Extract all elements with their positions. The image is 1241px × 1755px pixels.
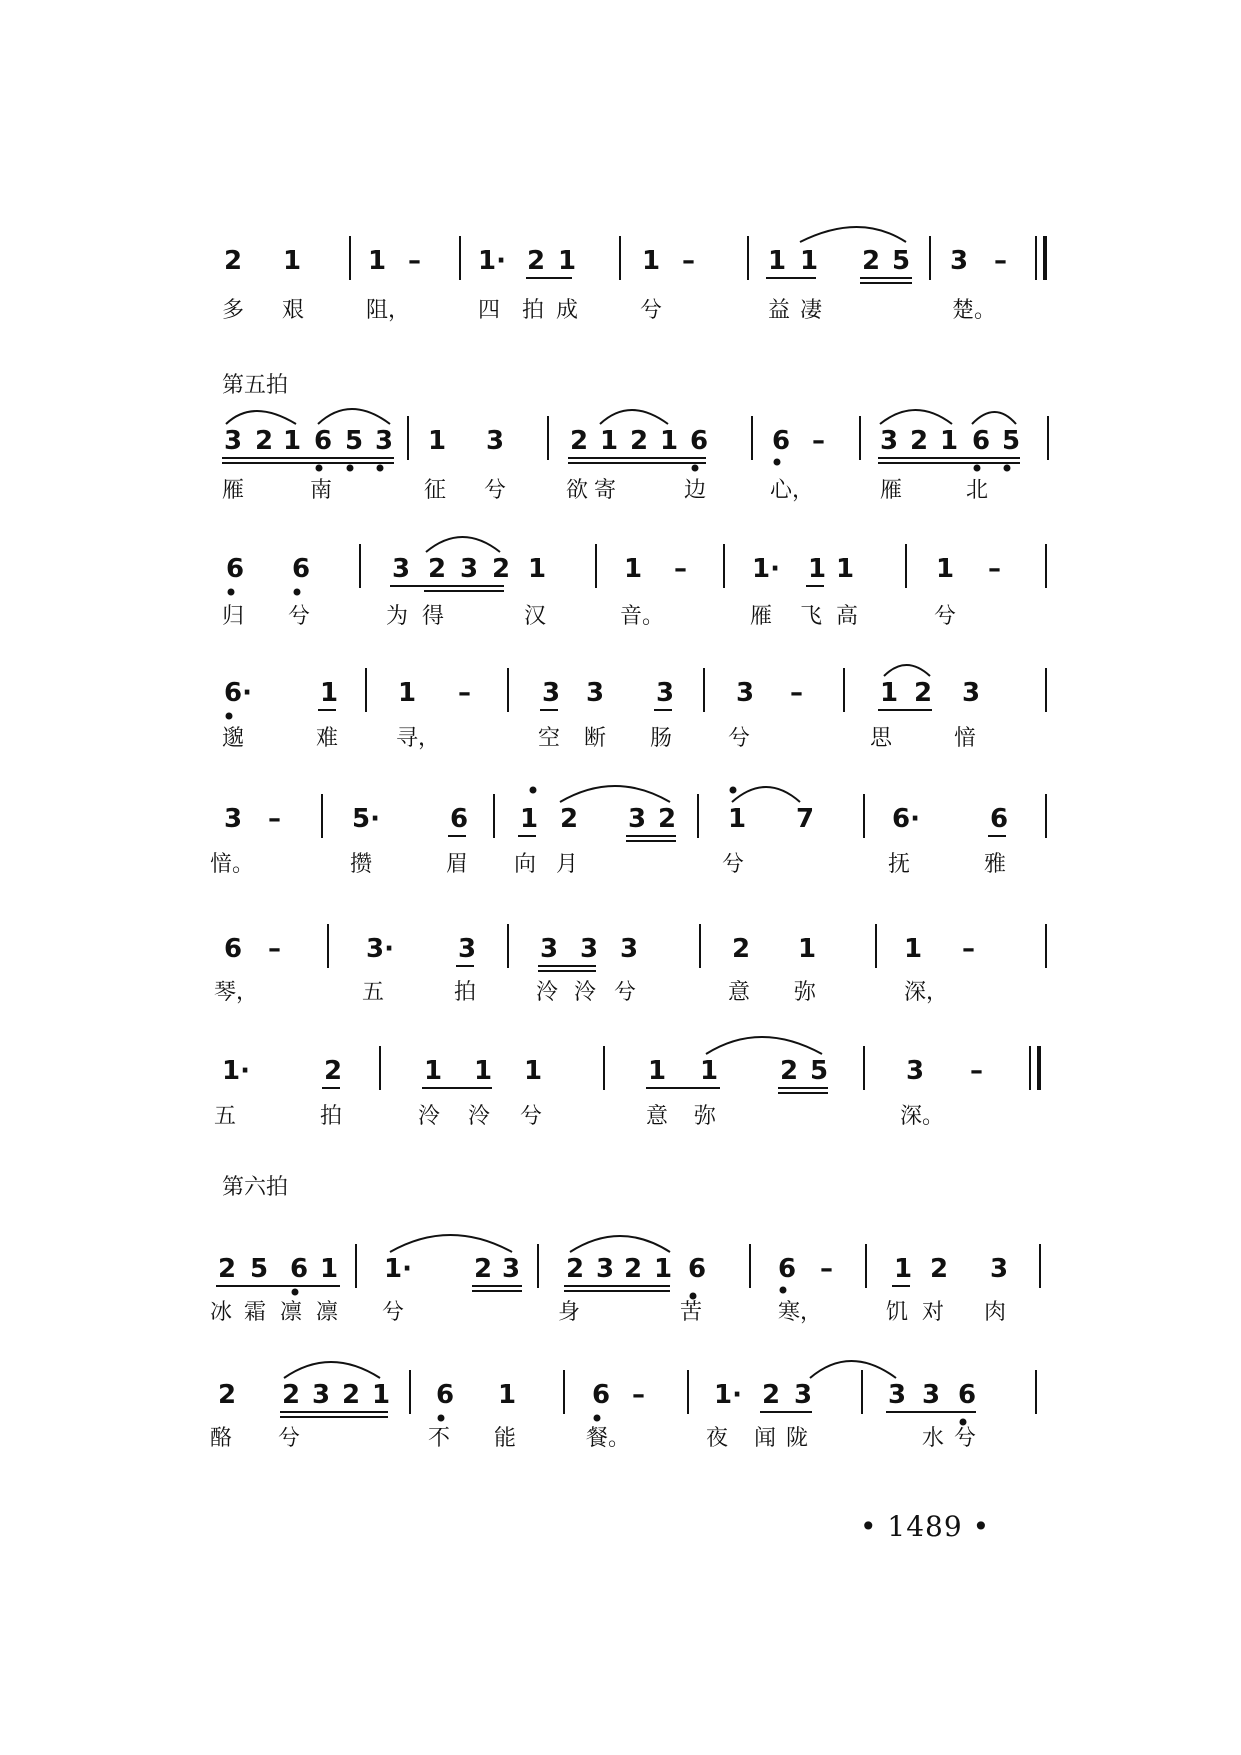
lyric: 为 [386, 604, 409, 629]
lyric: 四 [478, 298, 501, 323]
note: 3 [312, 1380, 331, 1410]
lyric: 难 [316, 726, 339, 751]
lyric: 泠 [468, 1104, 491, 1129]
lyric: 兮 [288, 604, 311, 629]
note: 3 [620, 934, 639, 964]
note: 2 [910, 426, 929, 456]
note: – [408, 246, 421, 276]
slur [570, 1236, 670, 1252]
note: 2 [780, 1056, 799, 1086]
note: 2 [570, 426, 589, 456]
dot-below [775, 460, 780, 465]
slur [972, 412, 1016, 424]
note: 5 [892, 246, 911, 276]
note: 3 [736, 678, 755, 708]
lyric: 楚。 [952, 298, 997, 323]
note: 1 [904, 934, 923, 964]
note: 3· [366, 934, 394, 964]
note: 1 [936, 554, 955, 584]
lyric: 苦 [680, 1300, 703, 1325]
note: – [632, 1380, 645, 1410]
note: 3 [586, 678, 605, 708]
system-markings [0, 798, 1241, 908]
lyric: 餐。 [586, 1426, 631, 1451]
note: 6 [990, 804, 1009, 834]
page-number: • 1489 • [860, 1510, 991, 1543]
note: 1 [728, 804, 747, 834]
note: 2 [224, 246, 243, 276]
note: 1· [384, 1254, 412, 1284]
dot-below [378, 466, 383, 471]
note: 6 [972, 426, 991, 456]
note: 1 [524, 1056, 543, 1086]
lyric: 雅 [984, 852, 1007, 877]
dot-above [731, 788, 736, 793]
lyric: 成 [556, 298, 579, 323]
lyric: 凛 [280, 1300, 303, 1325]
dot-below [595, 1416, 600, 1421]
dot-below [975, 466, 980, 471]
note: 1· [222, 1056, 250, 1086]
score-system-1 [0, 240, 1241, 390]
note: 1 [283, 246, 302, 276]
lyric: 征 [424, 478, 447, 503]
lyric: 拍 [320, 1104, 343, 1129]
note: 5 [345, 426, 364, 456]
note: 5 [1002, 426, 1021, 456]
lyric: 夜 [706, 1426, 729, 1451]
lyric: 对 [922, 1300, 945, 1325]
score-system-7 [0, 1050, 1241, 1200]
note: – [790, 678, 803, 708]
note: 3 [502, 1254, 521, 1284]
note: 6· [892, 804, 920, 834]
slur [600, 410, 668, 424]
lyric: 陇 [786, 1426, 809, 1451]
note: – [268, 804, 281, 834]
lyric: 南 [310, 478, 333, 503]
dot-below [317, 466, 322, 471]
lyric: 兮 [520, 1104, 543, 1129]
note: 1· [752, 554, 780, 584]
lyric: 益 [768, 298, 791, 323]
note: – [820, 1254, 833, 1284]
lyric: 霜 [244, 1300, 267, 1325]
lyric: 兮 [382, 1300, 405, 1325]
note: 6 [592, 1380, 611, 1410]
note: 1 [648, 1056, 667, 1086]
lyric: 得 [422, 604, 445, 629]
note: 3 [628, 804, 647, 834]
note: 6 [292, 554, 311, 584]
note: 3 [375, 426, 394, 456]
note: 1 [558, 246, 577, 276]
lyric: 汉 [524, 604, 547, 629]
note: 1· [714, 1380, 742, 1410]
lyric: 寄 [594, 478, 617, 503]
dot-below [693, 466, 698, 471]
note: 3 [224, 804, 243, 834]
lyric: 意 [646, 1104, 669, 1129]
lyric: 音。 [620, 604, 665, 629]
note: 2 [282, 1380, 301, 1410]
lyric: 兮 [484, 478, 507, 503]
lyric: 拍 [522, 298, 545, 323]
note: 3 [540, 934, 559, 964]
note: 1 [474, 1056, 493, 1086]
lyric: 雁 [750, 604, 773, 629]
note: 3 [794, 1380, 813, 1410]
lyric: 拍 [454, 980, 477, 1005]
dot-above [531, 788, 536, 793]
note: 6 [226, 554, 245, 584]
note: 5 [810, 1056, 829, 1086]
note: 2 [527, 246, 546, 276]
lyric: 兮 [278, 1426, 301, 1451]
lyric: 兮 [934, 604, 957, 629]
note: 7 [796, 804, 815, 834]
lyric: 欲 [566, 478, 589, 503]
note: 1 [798, 934, 817, 964]
note: 1 [836, 554, 855, 584]
note: 6 [772, 426, 791, 456]
note: 3 [580, 934, 599, 964]
note: 1 [283, 426, 302, 456]
slur [800, 227, 906, 242]
note: 6 [290, 1254, 309, 1284]
note: 3 [392, 554, 411, 584]
lyric: 弥 [694, 1104, 717, 1129]
note: 1 [654, 1254, 673, 1284]
dot-below [229, 590, 234, 595]
system-markings [0, 1374, 1241, 1484]
note: 3 [888, 1380, 907, 1410]
lyric: 五 [362, 980, 385, 1005]
note: 6 [436, 1380, 455, 1410]
lyric: 身 [558, 1300, 581, 1325]
section-heading-sixth: 第六拍 [222, 1175, 289, 1200]
lyric: 兮 [722, 852, 745, 877]
note: 2 [324, 1056, 343, 1086]
system-markings [0, 1248, 1241, 1358]
lyric: 泠 [418, 1104, 441, 1129]
lyric: 眉 [446, 852, 469, 877]
note: 5· [352, 804, 380, 834]
lyric: 深。 [900, 1104, 945, 1129]
lyric: 断 [584, 726, 607, 751]
lyric: 雁 [880, 478, 903, 503]
note: – [674, 554, 687, 584]
note: – [970, 1056, 983, 1086]
note: 3 [880, 426, 899, 456]
lyric: 水 [922, 1426, 945, 1451]
slur [226, 411, 296, 424]
note: – [458, 678, 471, 708]
note: 2 [630, 426, 649, 456]
note: 3 [906, 1056, 925, 1086]
note: 6 [450, 804, 469, 834]
note: 6 [688, 1254, 707, 1284]
note: 1 [768, 246, 787, 276]
lyric: 阻， [366, 298, 411, 323]
note: 3 [950, 246, 969, 276]
lyric: 高 [836, 604, 859, 629]
note: 2 [914, 678, 933, 708]
note: 1· [478, 246, 506, 276]
lyric: 泠 [574, 980, 597, 1005]
lyric: 泠 [536, 980, 559, 1005]
note: 1 [894, 1254, 913, 1284]
note: 6 [958, 1380, 977, 1410]
lyric: 兮 [954, 1426, 977, 1451]
dot-below [1005, 466, 1010, 471]
note: 2 [342, 1380, 361, 1410]
lyric: 思 [870, 726, 893, 751]
note: 2 [862, 246, 881, 276]
lyric: 空 [538, 726, 561, 751]
lyric: 雁 [222, 478, 245, 503]
note: 1 [660, 426, 679, 456]
lyric: 北 [966, 478, 989, 503]
note: 6 [690, 426, 709, 456]
note: 2 [474, 1254, 493, 1284]
lyric: 弥 [794, 980, 817, 1005]
note: 3 [990, 1254, 1009, 1284]
note: 1 [880, 678, 899, 708]
lyric: 寻， [396, 726, 441, 751]
lyric: 肉 [984, 1300, 1007, 1325]
lyric: 心， [770, 478, 815, 503]
note: 2 [218, 1380, 237, 1410]
note: 6 [224, 934, 243, 964]
slur [390, 1235, 512, 1252]
note: 1 [940, 426, 959, 456]
dot-below [348, 466, 353, 471]
note: 2 [566, 1254, 585, 1284]
lyric: 愔。 [210, 852, 255, 877]
note: 1 [520, 804, 539, 834]
note: 2 [624, 1254, 643, 1284]
note: 5 [250, 1254, 269, 1284]
note: 6 [778, 1254, 797, 1284]
score-system-5 [0, 798, 1241, 948]
note: 2 [930, 1254, 949, 1284]
note: 1 [624, 554, 643, 584]
lyric: 飞 [800, 604, 823, 629]
note: 3 [656, 678, 675, 708]
note: 1 [642, 246, 661, 276]
note: 1 [528, 554, 547, 584]
note: – [812, 426, 825, 456]
lyric: 月 [556, 852, 579, 877]
note: 2 [732, 934, 751, 964]
dot-below [293, 1290, 298, 1295]
lyric: 不 [428, 1426, 451, 1451]
note: 1 [320, 678, 339, 708]
lyric: 抚 [888, 852, 911, 877]
note: 1 [398, 678, 417, 708]
note: – [682, 246, 695, 276]
note: 2 [762, 1380, 781, 1410]
lyric: 归 [222, 604, 245, 629]
lyric: 向 [514, 852, 537, 877]
system-markings [0, 672, 1241, 782]
note: – [268, 934, 281, 964]
note: 3 [460, 554, 479, 584]
dot-below [691, 1294, 696, 1299]
lyric: 愔 [954, 726, 977, 751]
lyric: 邈 [222, 726, 245, 751]
lyric: 兮 [640, 298, 663, 323]
system-markings [0, 240, 1241, 350]
lyric: 琴， [214, 980, 259, 1005]
note: 2 [428, 554, 447, 584]
note: 2 [255, 426, 274, 456]
note: – [962, 934, 975, 964]
note: 1 [372, 1380, 391, 1410]
system-markings [0, 1050, 1241, 1160]
note: 3 [486, 426, 505, 456]
slur [318, 409, 390, 424]
lyric: 凛 [316, 1300, 339, 1325]
lyric: 五 [214, 1104, 237, 1129]
lyric: 攒 [350, 852, 373, 877]
note: 2 [560, 804, 579, 834]
lyric: 冰 [210, 1300, 233, 1325]
dot-below [227, 714, 232, 719]
note: 3 [458, 934, 477, 964]
lyric: 边 [684, 478, 707, 503]
lyric: 艰 [282, 298, 305, 323]
note: 1 [428, 426, 447, 456]
system-markings [0, 420, 1241, 530]
note: 1 [808, 554, 827, 584]
lyric: 兮 [614, 980, 637, 1005]
note: 1 [700, 1056, 719, 1086]
lyric: 肠 [650, 726, 673, 751]
note: 3 [922, 1380, 941, 1410]
system-markings [0, 548, 1241, 658]
note: 1 [800, 246, 819, 276]
note: 1 [368, 246, 387, 276]
note: 1 [320, 1254, 339, 1284]
note: 2 [492, 554, 511, 584]
lyric: 饥 [886, 1300, 909, 1325]
lyric: 酪 [210, 1426, 233, 1451]
note: 2 [658, 804, 677, 834]
lyric: 多 [222, 298, 245, 323]
note: 3 [542, 678, 561, 708]
slur [880, 410, 952, 424]
score-system-9 [0, 1374, 1241, 1524]
dot-below [961, 1420, 966, 1425]
section-heading-fifth: 第五拍 [222, 373, 289, 398]
dot-below [295, 590, 300, 595]
lyric: 闻 [754, 1426, 777, 1451]
dot-below [781, 1288, 786, 1293]
note: 6· [224, 678, 252, 708]
note: – [994, 246, 1007, 276]
dot-below [439, 1416, 444, 1421]
note: – [988, 554, 1001, 584]
note: 6 [314, 426, 333, 456]
lyric: 意 [728, 980, 751, 1005]
note: 3 [596, 1254, 615, 1284]
note: 1 [600, 426, 619, 456]
lyric: 兮 [728, 726, 751, 751]
lyric: 能 [494, 1426, 517, 1451]
note: 1 [498, 1380, 517, 1410]
lyric: 深， [904, 980, 949, 1005]
note: 2 [218, 1254, 237, 1284]
lyric: 凄 [800, 298, 823, 323]
note: 3 [962, 678, 981, 708]
system-markings [0, 928, 1241, 1038]
lyric: 寒， [778, 1300, 823, 1325]
note: 1 [424, 1056, 443, 1086]
note: 3 [224, 426, 243, 456]
